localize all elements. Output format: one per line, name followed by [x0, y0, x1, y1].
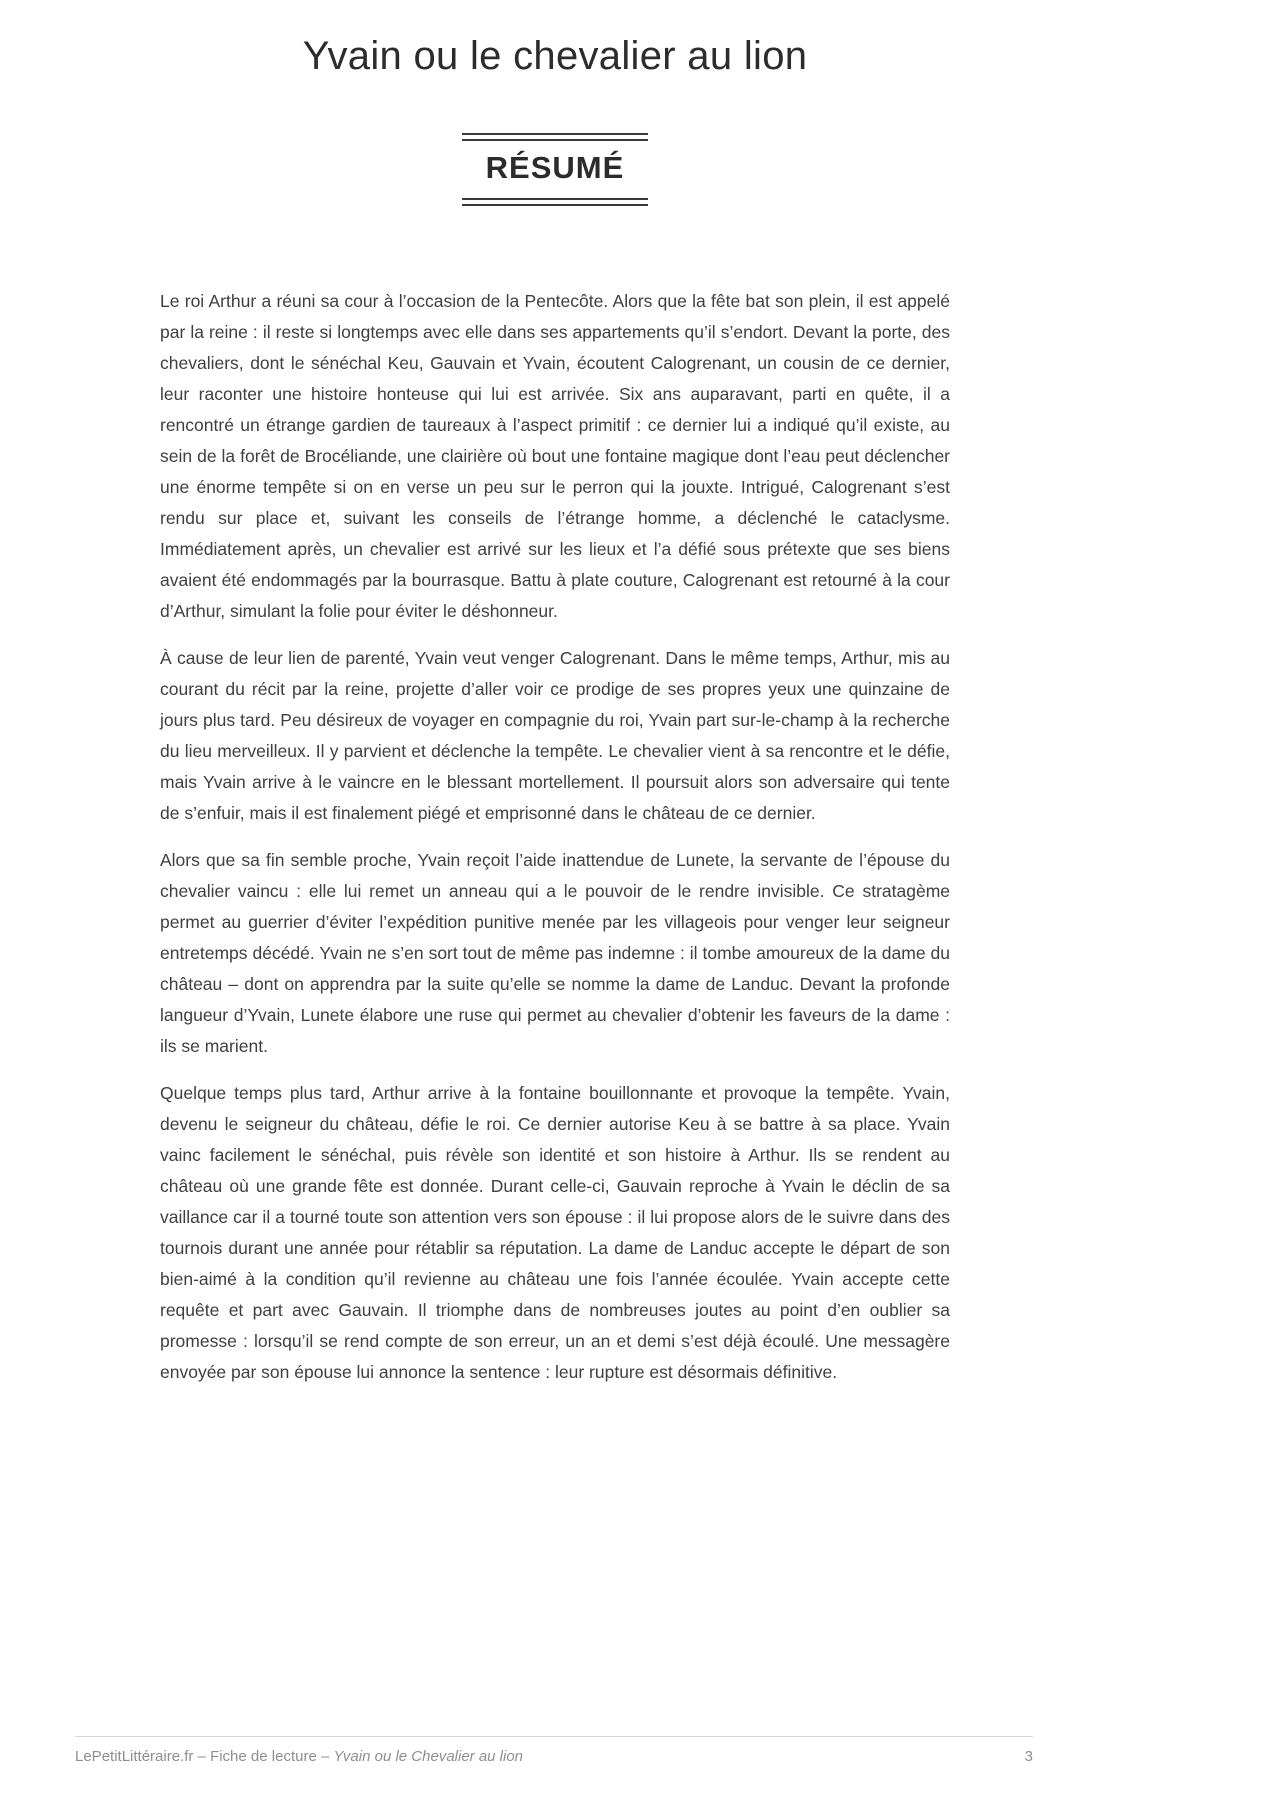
footer-work-title: Yvain ou le Chevalier au lion — [333, 1748, 524, 1765]
resume-section-header — [160, 133, 950, 206]
page-number: 3 — [1024, 1748, 1033, 1765]
footer-branding: LePetitLittéraire.fr – Fiche de lecture – — [75, 1748, 334, 1765]
resume-heading: RÉSUMÉ — [485, 150, 625, 185]
summary-text — [160, 286, 950, 1404]
footer-text — [75, 1748, 523, 1765]
summary-paragraph: Le roi Arthur a réuni sa cour à l’occasion de la Pentecôte. Alors que la fête bat son plein, il est appelé par la reine : il reste si longtemps avec elle dans ses appartements qu’il s’endort. Devant la porte, des chevaliers, dont le sénéchal Keu, Gauvain et Yvain, écoutent Calogrenant, un cousin de ce dernier, leur raconter une histoire honteuse qui lui est arrivée. Six ans auparavant, parti en quête, il a rencontré un étrange gardien de taureaux à l’aspect primitif : ce dernier lui a indiqué qu’il existe, au sein de la forêt de Brocéliande, une clairière où bout une fontaine magique dont l’eau peut déclencher une énorme tempête si on en verse un peu sur le perron qui la jouxte. Intrigué, Calogrenant s’est rendu sur place et, suivant les conseils de l’étrange homme, a déclenché le cataclysme. Immédiatement après, un chevalier est arrivé sur les lieux et l’a défié sous prétexte que ses biens avaient été endommagés par la bourrasque. Battu à plate couture, Calogrenant est retourné à la cour d’Arthur, simulant la folie pour éviter le déshonneur. — [160, 291, 950, 621]
double-rule-bottom — [462, 198, 648, 206]
page-title: Yvain ou le chevalier au lion — [302, 34, 808, 78]
summary-paragraph: Quelque temps plus tard, Arthur arrive à la fontaine bouillonnante et provoque la tempête. Yvain, devenu le seigneur du château, défie le roi. Ce dernier autorise Keu à se battre à sa place. Yvain vainc facilement le sénéchal, puis révèle son identité et son histoire à Arthur. Ils se rendent au château où une grande fête est donnée. Durant celle-ci, Gauvain reproche à Yvain le déclin de sa vaillance car il a tourné toute son attention vers son épouse : il lui propose alors de le suivre dans des tournois durant une année pour rétablir sa réputation. La dame de Landuc accepte le départ de son bien-aimé à la condition qu’il revienne au château une fois l’année écoulée. Yvain accepte cette requête et part avec Gauvain. Il triomphe dans de nombreuses joutes au point d’en oublier sa promesse : lorsqu’il se rend compte de son erreur, un an et demi s’est déjà écoulé. Une messagère envoyée par son épouse lui annonce la sentence : leur rupture est désormais définitive. — [160, 1083, 950, 1382]
page-footer — [75, 1736, 1033, 1765]
summary-paragraph: À cause de leur lien de parenté, Yvain veut venger Calogrenant. Dans le même temps, Arthur, mis au courant du récit par la reine, projette d’aller voir ce prodige de ses propres yeux une quinzaine de jours plus tard. Peu désireux de voyager en compagnie du roi, Yvain part sur-le-champ à la recherche du lieu merveilleux. Il y parvient et déclenche la tempête. Le chevalier vient à sa rencontre et le défie, mais Yvain arrive à le vaincre en le blessant mortellement. Il poursuit alors son adversaire qui tente de s’enfuir, mais il est finalement piégé et emprisonné dans le château de ce dernier. — [160, 648, 950, 823]
double-rule-top — [462, 133, 648, 141]
summary-paragraph: Alors que sa fin semble proche, Yvain reçoit l’aide inattendue de Lunete, la servante de l’épouse du chevalier vaincu : elle lui remet un anneau qui a le pouvoir de le rendre invisible. Ce stratagème permet au guerrier d’éviter l’expédition punitive menée par les villageois pour venger leur seigneur entretemps décédé. Yvain ne s’en sort tout de même pas indemne : il tombe amoureux de la dame du château – dont on apprendra par la suite qu’elle se nomme la dame de Landuc. Devant la profonde langueur d’Yvain, Lunete élabore une ruse qui permet au chevalier d’obtenir les faveurs de la dame : ils se marient. — [160, 850, 950, 1056]
